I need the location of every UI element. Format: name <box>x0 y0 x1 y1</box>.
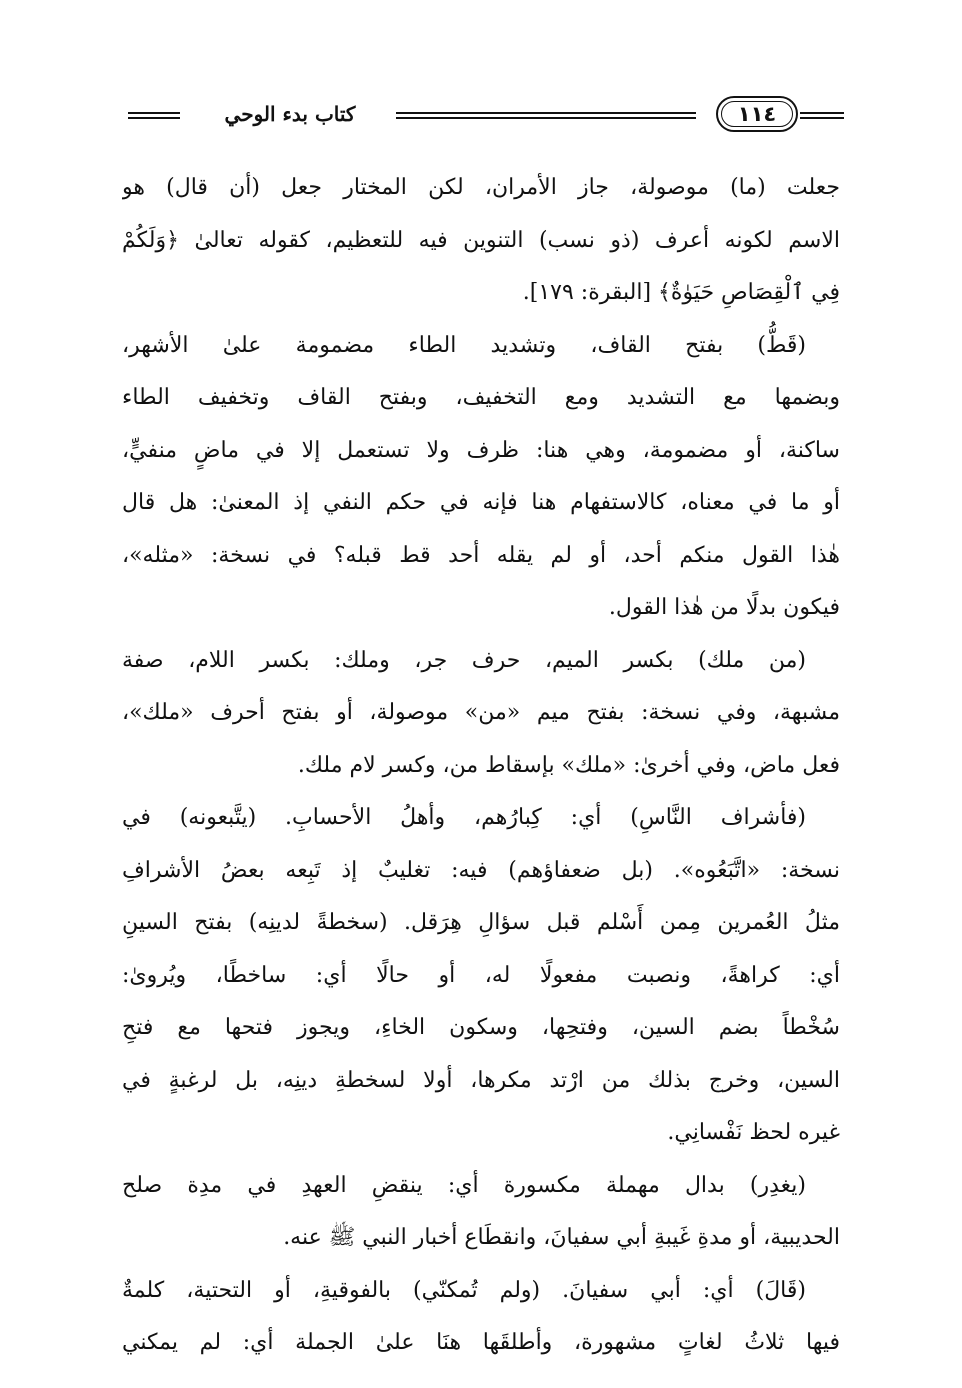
text-line: فيكون بدلًا من هٰذا القول. <box>608 595 840 620</box>
commentary-text <box>122 162 840 1370</box>
header-rule-middle <box>396 112 696 119</box>
page-header <box>128 94 844 142</box>
text-line: نسخة: «اتَّبَعُوه». (بل ضعفاؤهم) فيه: تغليبٌ إذ تَبِعه بعضُ الأشرافِ <box>122 857 840 883</box>
text-line: فِي ٱلْقِصَاصِ حَيَوٰةٌ﴾ [البقرة: ١٧٩]. <box>522 280 840 305</box>
page-number-frame <box>716 96 798 132</box>
text-line: جعلت (ما) موصولة، جاز الأمران، لكن المختار جعل (أن قال) هو <box>122 175 840 200</box>
text-line: مشبهة، وفي نسخة: بفتح ميم «من» موصولة، أو بفتح أحرف «ملك»، <box>122 700 840 725</box>
text-line: السين، وخرج بذلك من ارْتد مكرها، أولا لسخطةِ دينِه، بل لرغبةٍ في <box>122 1067 840 1093</box>
text-line: (قَالَ) أي: أبي سفيانَ. (ولم تُمكنّي) بالفوقيةِ، أو التحتية، كلمةٌ <box>122 1277 806 1303</box>
text-line: سُخْطاً بضم السين، وفتحِها، وسكون الخاءِ، ويجوز فتحها مع فتحِ <box>122 1015 840 1040</box>
text-line: وبضمها مع التشديد ومع التخفيف، وبفتح القاف وتخفيف الطاء <box>122 385 840 410</box>
page-number: ١١٤ <box>737 102 777 126</box>
text-line: هٰذا القول منكم أحد، أو لم يقله أحد قط قبله؟ في نسخة: «مثله»، <box>122 542 840 568</box>
text-line: الحديبية، أو مدةِ غَيبةِ أبي سفيانَ، وانقطَاع أخبار النبي ﷺ عنه. <box>283 1225 840 1250</box>
text-line: (يغدِر) بدال مهملة مكسورة أي: ينقضِ العهدِ في مدِة صلح <box>122 1172 806 1198</box>
text-line: فيها ثلاثُ لغاتٍ مشهورة، وأطلقَها هنَا علىٰ الجملة أي: لم يمكني <box>122 1330 840 1355</box>
text-line: ساكنة، أو مضمومة، وهي هنا: ظرف ولا تستعمل إلا في ماضٍ منفيٍّ، <box>122 437 840 463</box>
text-line: (قَطُّ) بفتح القاف، وتشديد الطاء مضمومة علىٰ الأشهر، <box>122 332 806 358</box>
text-line: أو ما في معناه، كالاستفهام هنا فإنه في حكم النفي إذ المعنىٰ: هل قال <box>122 490 840 515</box>
text-line: الاسم لكونه أعرف (ذو نسب) التنوين فيه للتعظيم، كقوله تعالىٰ ﴿وَلَكُمْ <box>122 227 840 253</box>
text-line: أي: كراهةً، ونصبت مفعولًا له، أو حالًا أي: ساخطًا، ويُروىٰ: <box>122 962 840 988</box>
text-line: (من ملك) بكسر الميم، حرف جر، وملك: بكسر اللام، صفة <box>122 647 806 673</box>
text-line: فعل ماض، وفي أخرىٰ: «ملك» بإسقاط من، وكسر لام ملك. <box>297 752 840 778</box>
header-rule-right <box>800 112 844 119</box>
text-line: (فأشراف النَّاسِ) أي: كِبارُهم، وأهلُ الأحسابِ. (يتَّبعونه) في <box>122 805 806 830</box>
text-line: غيره لحظ نَفْسانِي. <box>667 1120 840 1145</box>
header-rule-left <box>128 112 180 119</box>
running-book-title: كتاب بدء الوحي <box>224 102 356 126</box>
text-line: مثلُ العُمرين مِمن أَسْلم قبل سؤالِ هِرَقل. (سخطةً لدينِه) بفتح السينِ <box>122 910 840 935</box>
